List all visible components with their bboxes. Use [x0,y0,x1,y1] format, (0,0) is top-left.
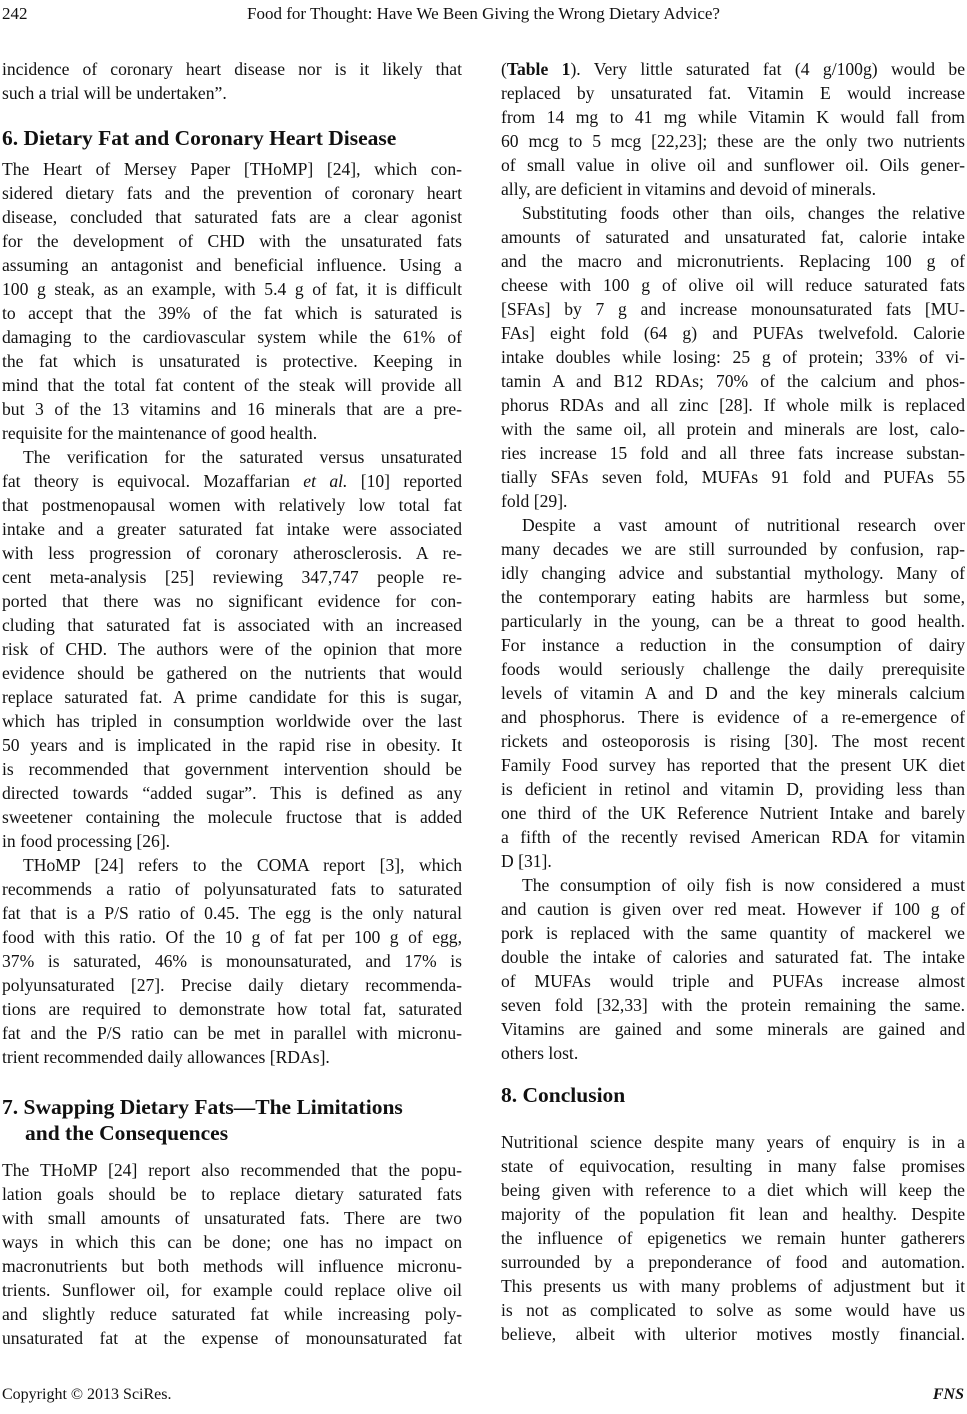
text-line: incidence of coronary heart disease nor is it likely that [2,59,462,79]
text-line: Nutritional science despite many years of enquiry is in a [501,1132,965,1152]
text-line: tamin A and B12 RDAs; 70% of the calcium and phos- [501,371,965,391]
text-line: believe, albeit with ulterior motives mostly financial. [501,1324,965,1344]
text-line: recommends a ratio of polyunsaturated fats to saturated [2,879,462,899]
text-span: [10] reported [347,471,462,491]
text-line: and slightly reduce saturated fat while increasing poly- [2,1304,462,1324]
text-line: evidence should be gathered on the nutrients that would [2,663,462,683]
text-line: in food processing [26]. [2,831,171,851]
section-heading: 8. Conclusion [501,1083,626,1107]
text-line: idly changing advice and substantial mythology. Many of [501,563,965,583]
text-line: tions are required to demonstrate how total fat, saturated [2,999,462,1019]
text-line: sweetener containing the molecule fructose that is added [2,807,462,827]
text-line: cheese with 100 g of olive oil will reduce saturated fats [501,275,965,295]
text-line: sidered dietary fats and the prevention of coronary heart [2,183,462,203]
text-line [501,57,965,81]
text-line: unsaturated fat at the expense of monounsaturated fat [2,1328,462,1348]
text-line: Substituting foods other than oils, changes the relative [522,203,965,223]
text-line: pork is replaced with the same quantity of mackerel we [501,923,965,943]
text-line: fold [29]. [501,491,568,511]
text-line: risk of CHD. The authors were of the opinion that more [2,639,462,659]
text-line: is not as complicated to solve as some would have us [501,1300,965,1320]
text-span: ). Very little saturated fat (4 g/100g) would be [570,59,965,79]
text-line: cent meta-analysis [25] reviewing 347,747 people re- [2,567,462,587]
text-line: The verification for the saturated versus unsaturated [23,447,462,467]
text-line: foods would seriously challenge the daily prerequisite [501,659,965,679]
text-line: the influence of epigenetics we remain hunter gatherers [501,1228,965,1248]
running-title: Food for Thought: Have We Been Giving the Wrong Dietary Advice? [247,4,720,23]
text-line: THoMP [24] refers to the COMA report [3], which [23,855,462,875]
text-line: 50 years and is implicated in the rapid rise in obesity. It [2,735,462,755]
text-span: ( [501,59,507,79]
page-header [0,4,967,28]
copyright-notice: Copyright © 2013 SciRes. [2,1386,172,1403]
text-line: fat that is a P/S ratio of 0.45. The egg is the only natural [2,903,462,923]
text-line: the contemporary eating habits are harmless but some, [501,587,965,607]
text-line: 37% is saturated, 46% is monounsaturated, and 17% is [2,951,462,971]
text-line: disease, concluded that saturated fats are a clear agonist [2,207,462,227]
text-line [2,469,462,493]
text-line: with small amounts of unsaturated fats. There are two [2,1208,462,1228]
text-line: This presents us with many problems of adjustment but it [501,1276,965,1296]
text-line: mind that the total fat content of the steak will provide all [2,375,462,395]
text-line: fat and the P/S ratio can be met in parallel with micronu- [2,1023,462,1043]
text-line: seven fold [32,33] with the protein remaining the same. [501,995,965,1015]
text-line: intake and a greater saturated fat intake were associated [2,519,462,539]
text-line: phorus RDAs and all zinc [28]. If whole milk is replaced [501,395,965,415]
text-line: the fat which is unsaturated is protective. Keeping in [2,351,462,371]
text-line: Family Food survey has reported that the present UK diet [501,755,965,775]
text-line: to accept that the 39% of the fat which is saturated is [2,303,462,323]
text-line: intake doubles while losing: 25 g of protein; 33% of vi- [501,347,965,367]
text-line: is recommended that government intervention should be [2,759,462,779]
text-line: requisite for the maintenance of good health. [2,423,318,443]
text-line: is deficient in retinol and vitamin D, providing less than [501,779,965,799]
text-line: trient recommended daily allowances [RDAs]. [2,1047,330,1067]
text-line: assuming an antagonist and beneficial influence. Using a [2,255,462,275]
text-line: a fifth of the recently revised American RDA for vitamin [501,827,965,847]
text-line: macronutrients but both methods will influence micronu- [2,1256,462,1276]
text-line: polyunsaturated [27]. Precise daily dietary recommenda- [2,975,462,995]
text-line: of MUFAs would triple and PUFAs increase almost [501,971,965,991]
italic-text: et al. [303,471,348,491]
text-line: ries increase 15 fold and all three fats increase substan- [501,443,965,463]
text-line: 60 mcg to 5 mcg [22,23]; these are the only two nutrients [501,131,965,151]
text-line: with the same oil, all protein and minerals are lost, calo- [501,419,965,439]
text-line: and caution is given over red meat. However if 100 g of [501,899,965,919]
text-line: FAs] eight fold (64 g) and PUFAs twelvefold. Calorie [501,323,965,343]
text-line: The consumption of oily fish is now considered a must [522,875,965,895]
text-line: that postmenopausal women with relatively low total fat [2,495,462,515]
text-line: replaced by unsaturated fat. Vitamin E would increase [501,83,965,103]
text-line: amounts of saturated and unsaturated fat, calorie intake [501,227,965,247]
text-line: but 3 of the 13 vitamins and 16 minerals that are a pre- [2,399,462,419]
text-line: particularly in the young, can be a threat to good health. [501,611,965,631]
text-line: many decades we are still surrounded by confusion, rap- [501,539,965,559]
page-footer [0,1386,967,1408]
text-line: Despite a vast amount of nutritional research over [522,515,965,535]
text-span: fat theory is equivocal. Mozaffarian [2,471,304,491]
text-line: ways in which this can be done; one has no impact on [2,1232,462,1252]
section-heading: 7. Swapping Dietary Fats—The Limitations [2,1095,403,1119]
text-line: of small value in olive oil and sunflower oil. Oils gener- [501,155,965,175]
text-line: levels of vitamin A and D and the key minerals calcium [501,683,965,703]
text-line: The Heart of Mersey Paper [THoMP] [24], which con- [2,159,462,179]
text-line: such a trial will be undertaken”. [2,83,227,103]
text-line: one third of the UK Reference Nutrient Intake and barely [501,803,965,823]
text-line: ally, are deficient in vitamins and devoid of minerals. [501,179,877,199]
text-line: [SFAs] by 7 g and increase monounsaturated fats [MU- [501,299,965,319]
text-line: trients. Sunflower oil, for example could replace olive oil [2,1280,462,1300]
text-line: 100 g steak, as an example, with 5.4 g of fat, it is difficult [2,279,462,299]
text-line: for the development of CHD with the unsaturated fats [2,231,462,251]
page-number: 242 [2,4,28,23]
text-line: surrounded by a preponderance of food and automation. [501,1252,965,1272]
text-line: with less progression of coronary atherosclerosis. A re- [2,543,462,563]
text-line: majority of the population fit lean and healthy. Despite [501,1204,965,1224]
text-line: food with this ratio. Of the 10 g of fat per 100 g of egg, [2,927,462,947]
text-line: ported that there was no significant evidence for con- [2,591,462,611]
text-line: rickets and osteoporosis is rising [30]. The most recent [501,731,965,751]
text-line: directed towards “added sugar”. This is defined as any [2,783,462,803]
text-line: which has tripled in consumption worldwide over the last [2,711,462,731]
journal-abbreviation: FNS [932,1386,964,1403]
text-line: state of equivocation, resulting in many false promises [501,1156,965,1176]
text-line: cluding that saturated fat is associated with an increased [2,615,462,635]
text-line: and the macro and micronutrients. Replacing 100 g of [501,251,965,271]
text-line: and phosphorus. There is evidence of a re-emergence of [501,707,965,727]
text-line: For instance a reduction in the consumption of dairy [501,635,965,655]
text-line: double the intake of calories and saturated fat. The intake [501,947,965,967]
text-line: being given with reference to a diet which will keep the [501,1180,965,1200]
section-heading: and the Consequences [25,1121,229,1145]
table-reference-link[interactable]: Table 1 [506,59,571,79]
text-line: Vitamins are gained and some minerals are gained and [501,1019,965,1039]
text-line: lation goals should be to replace dietary saturated fats [2,1184,462,1204]
text-line: from 14 mg to 41 mg while Vitamin K would fall from [501,107,965,127]
section-heading: 6. Dietary Fat and Coronary Heart Disease [2,126,397,150]
text-line: The THoMP [24] report also recommended that the popu- [2,1160,462,1180]
text-line: tially SFAs seven fold, MUFAs 91 fold and PUFAs 55 [501,467,965,487]
text-line: damaging to the cardiovascular system while the 61% of [2,327,462,347]
text-line: D [31]. [501,851,552,871]
text-line: replace saturated fat. A prime candidate for this is sugar, [2,687,462,707]
text-line: others lost. [501,1043,579,1063]
